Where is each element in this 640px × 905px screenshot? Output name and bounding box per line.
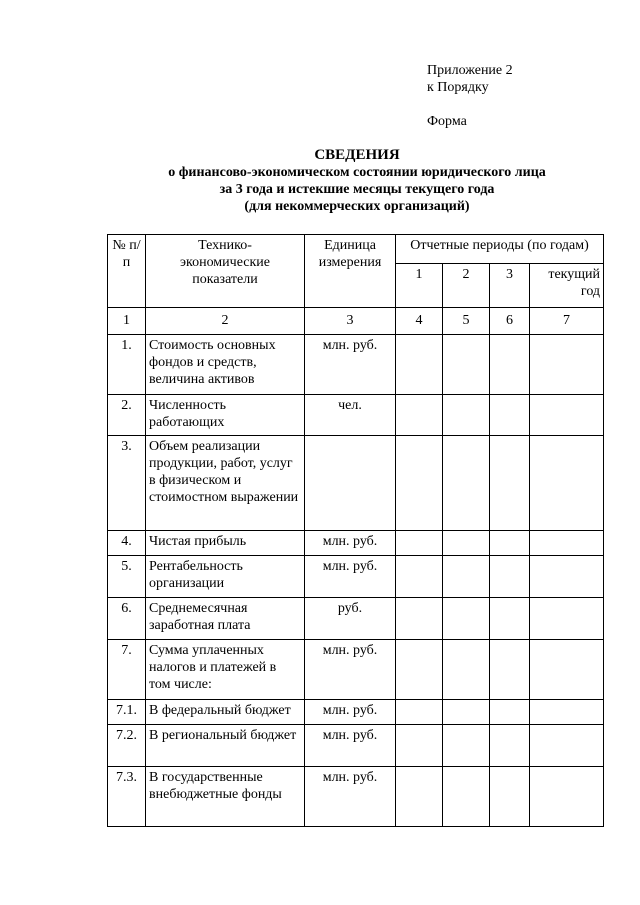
period-3-cell[interactable] <box>490 640 530 700</box>
row-indicator-name: В государственные внебюджетные фонды <box>146 767 305 827</box>
period-1-cell[interactable] <box>396 436 443 531</box>
header-period-3: 3 <box>490 264 530 308</box>
period-2-cell[interactable] <box>443 725 490 767</box>
period-2-cell[interactable] <box>443 598 490 640</box>
row-unit: млн. руб. <box>305 725 396 767</box>
header-period-1: 1 <box>396 264 443 308</box>
row-indicator-name: Среднемесячная заработная плата <box>146 598 305 640</box>
row-number: 7. <box>108 640 146 700</box>
header-current-year: текущий год <box>530 264 604 308</box>
col-num-1: 1 <box>108 308 146 335</box>
col-num-5: 5 <box>443 308 490 335</box>
period-2-cell[interactable] <box>443 335 490 395</box>
row-indicator-name: Объем реализации продукции, работ, услуг в физическом и стоимостном выражении <box>146 436 305 531</box>
title-main: СВЕДЕНИЯ <box>314 147 400 163</box>
current-year-cell[interactable] <box>530 436 604 531</box>
table-row <box>108 640 604 700</box>
table-row <box>108 767 604 827</box>
header-period-2: 2 <box>443 264 490 308</box>
header-no: № п/п <box>108 235 146 308</box>
period-3-cell[interactable] <box>490 531 530 556</box>
period-3-cell[interactable] <box>490 556 530 598</box>
row-unit: млн. руб. <box>305 767 396 827</box>
current-year-cell[interactable] <box>530 335 604 395</box>
period-1-cell[interactable] <box>396 598 443 640</box>
period-1-cell[interactable] <box>396 640 443 700</box>
current-year-cell[interactable] <box>530 395 604 436</box>
period-1-cell[interactable] <box>396 531 443 556</box>
period-3-cell[interactable] <box>490 767 530 827</box>
header-periods: Отчетные периоды (по годам) <box>396 235 604 264</box>
period-3-cell[interactable] <box>490 598 530 640</box>
table-row <box>108 436 604 531</box>
row-number: 2. <box>108 395 146 436</box>
period-2-cell[interactable] <box>443 767 490 827</box>
current-year-cell[interactable] <box>530 767 604 827</box>
row-unit: млн. руб. <box>305 335 396 395</box>
column-numbers-row <box>108 308 604 335</box>
table-row <box>108 335 604 395</box>
period-3-cell[interactable] <box>490 335 530 395</box>
row-unit: руб. <box>305 598 396 640</box>
form-label: Форма <box>427 114 467 129</box>
row-number: 6. <box>108 598 146 640</box>
row-indicator-name: Сумма уплаченных налогов и платежей в том числе: <box>146 640 305 700</box>
col-num-2: 2 <box>146 308 305 335</box>
header-row-1 <box>108 235 604 264</box>
period-3-cell[interactable] <box>490 725 530 767</box>
row-number: 1. <box>108 335 146 395</box>
title-line-4: (для некоммерческих организаций) <box>244 199 470 214</box>
row-number: 7.2. <box>108 725 146 767</box>
period-3-cell[interactable] <box>490 700 530 725</box>
period-3-cell[interactable] <box>490 436 530 531</box>
col-num-4: 4 <box>396 308 443 335</box>
period-1-cell[interactable] <box>396 700 443 725</box>
table-row <box>108 598 604 640</box>
table-row <box>108 700 604 725</box>
period-1-cell[interactable] <box>396 335 443 395</box>
period-2-cell[interactable] <box>443 556 490 598</box>
current-year-cell[interactable] <box>530 598 604 640</box>
period-1-cell[interactable] <box>396 556 443 598</box>
row-indicator-name: Стоимость основных фондов и средств, величина активов <box>146 335 305 395</box>
row-number: 7.1. <box>108 700 146 725</box>
current-year-cell[interactable] <box>530 531 604 556</box>
period-1-cell[interactable] <box>396 725 443 767</box>
row-number: 4. <box>108 531 146 556</box>
row-unit: чел. <box>305 395 396 436</box>
period-2-cell[interactable] <box>443 436 490 531</box>
current-year-cell[interactable] <box>530 725 604 767</box>
row-unit <box>305 436 396 531</box>
row-unit: млн. руб. <box>305 700 396 725</box>
document-title <box>100 147 614 215</box>
col-num-6: 6 <box>490 308 530 335</box>
current-year-cell[interactable] <box>530 556 604 598</box>
period-1-cell[interactable] <box>396 395 443 436</box>
table-row <box>108 556 604 598</box>
period-2-cell[interactable] <box>443 640 490 700</box>
table-row <box>108 395 604 436</box>
period-2-cell[interactable] <box>443 531 490 556</box>
col-num-3: 3 <box>305 308 396 335</box>
table-row <box>108 531 604 556</box>
row-indicator-name: Чистая прибыль <box>146 531 305 556</box>
row-number: 3. <box>108 436 146 531</box>
title-line-3: за 3 года и истекшие месяцы текущего года <box>219 182 495 197</box>
row-number: 5. <box>108 556 146 598</box>
row-indicator-name: Рентабельность организации <box>146 556 305 598</box>
row-indicator-name: Численность работающих <box>146 395 305 436</box>
row-unit: млн. руб. <box>305 556 396 598</box>
table-row <box>108 725 604 767</box>
current-year-cell[interactable] <box>530 700 604 725</box>
header-indicators: Технико-экономические показатели <box>146 235 305 308</box>
period-2-cell[interactable] <box>443 395 490 436</box>
row-unit: млн. руб. <box>305 640 396 700</box>
financial-form-table <box>107 234 604 827</box>
current-year-cell[interactable] <box>530 640 604 700</box>
appendix-line-1: Приложение 2 <box>427 63 513 78</box>
period-3-cell[interactable] <box>490 395 530 436</box>
row-indicator-name: В федеральный бюджет <box>146 700 305 725</box>
appendix-line-2: к Порядку <box>427 80 489 95</box>
row-number: 7.3. <box>108 767 146 827</box>
appendix-block <box>427 62 513 130</box>
col-num-7: 7 <box>530 308 604 335</box>
row-unit: млн. руб. <box>305 531 396 556</box>
title-line-2: о финансово-экономическом состоянии юридического лица <box>168 165 546 180</box>
header-unit: Единица измерения <box>305 235 396 308</box>
period-1-cell[interactable] <box>396 767 443 827</box>
period-2-cell[interactable] <box>443 700 490 725</box>
row-indicator-name: В региональный бюджет <box>146 725 305 767</box>
